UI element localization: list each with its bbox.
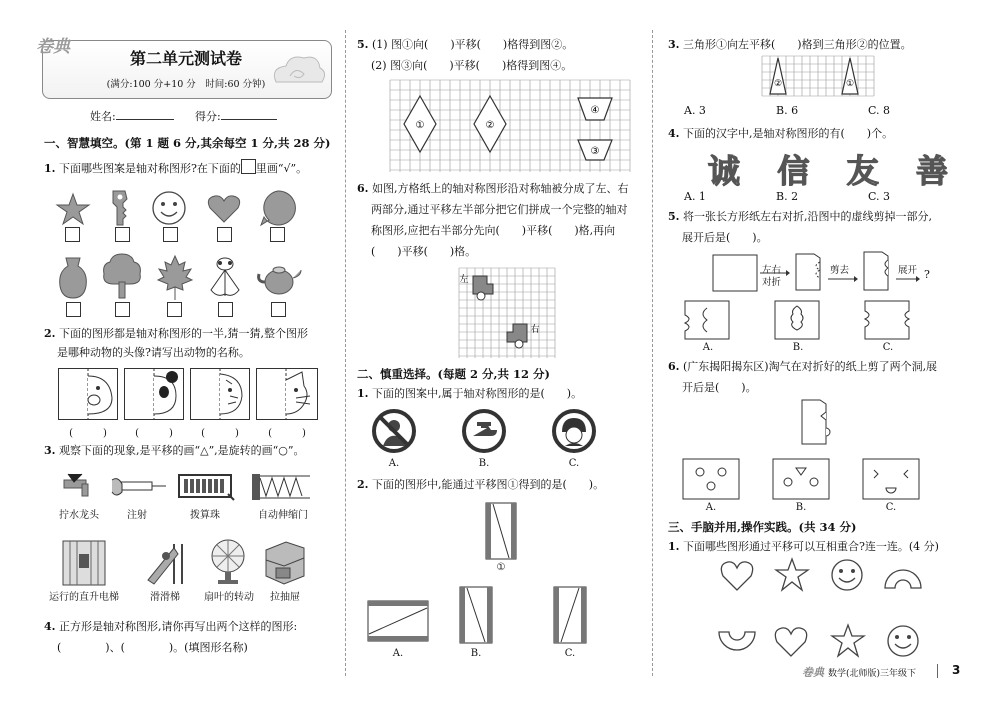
c1-option-b[interactable]: B.: [478, 458, 490, 469]
score-field[interactable]: [221, 108, 277, 120]
char-cheng: 诚: [708, 152, 741, 190]
answer-checkbox-star[interactable]: [65, 227, 80, 242]
c2-figure-label: ①: [496, 562, 506, 573]
smiley-face-icon: [151, 190, 187, 226]
c6-option-b-shape-icon: [772, 458, 830, 500]
c4-text: 4. 下面的汉字中,是轴对称图形的有( )个。: [668, 127, 894, 140]
folded-paper-holes-icon: [800, 398, 830, 446]
c2-option-b-figure-icon: [459, 586, 493, 644]
c4-option-a[interactable]: A. 1: [684, 190, 706, 203]
q2-blank-3[interactable]: ( ): [201, 428, 239, 439]
cut-label: 剪去: [830, 265, 850, 276]
left-half-label: 左: [459, 275, 469, 285]
q5-line1: 5. (1) 图①向( )平移( )格得到图②。: [357, 38, 574, 51]
star-outline-icon: [774, 558, 810, 592]
c3-option-c[interactable]: C. 8: [868, 104, 891, 117]
c6-option-a-shape-icon: [682, 458, 740, 500]
q5-grid: [390, 80, 630, 172]
arrow-right-icon: [896, 276, 920, 282]
cut-paper-icon: [862, 250, 890, 292]
c4-option-c[interactable]: C. 3: [868, 190, 891, 203]
answer-box-sample: [241, 159, 256, 174]
tree-icon: [101, 252, 143, 300]
p1-text: 1. 下面哪些图形通过平移可以互相重合?连一连。(4 分): [668, 540, 939, 553]
shape-label-3: ③: [590, 146, 600, 157]
drawer-icon: [262, 540, 306, 584]
c5-line1: 5. 将一张长方形纸左右对折,沿图中的虚线剪掉一部分,: [668, 210, 932, 223]
shape-label-4: ④: [590, 105, 600, 116]
c5-option-c[interactable]: C.: [882, 342, 894, 353]
q4-line1: 4. 正方形是轴对称图形,请你再写出两个这样的图形:: [44, 620, 298, 633]
arrow-right-icon: [828, 276, 858, 282]
q6-line2: 两部分,通过平移左半部分把它们拼成一个完整的轴对: [371, 203, 628, 216]
no-smoking-sign-icon: [371, 408, 417, 454]
hand-washing-sign-icon: [461, 408, 507, 454]
footer-brand: 卷典: [802, 666, 824, 679]
fold-label-1: 左右: [762, 265, 782, 276]
c1-option-a[interactable]: A.: [388, 458, 400, 469]
triangle-label-1: ①: [845, 79, 855, 89]
section3-heading: 三、手脑并用,操作实践。(共 34 分): [668, 520, 857, 534]
score-label: 得分:: [195, 108, 277, 124]
c5-option-b-shape-icon: [774, 300, 820, 340]
open-label: 展开: [898, 265, 918, 276]
c1-text: 1. 下面的图案中,属于轴对称图形的是( )。: [357, 387, 583, 400]
maple-leaf-icon: [156, 254, 194, 300]
slide-icon: [144, 540, 188, 586]
footer-text: 数学(北师版)三年级下: [828, 669, 917, 679]
teapot-icon: [257, 260, 303, 298]
smiley-outline-icon: [830, 558, 864, 592]
c6-option-b[interactable]: B.: [795, 502, 807, 513]
q3-label-slide: 滑滑梯: [150, 592, 180, 603]
c1-option-c[interactable]: C.: [568, 458, 580, 469]
c2-option-b[interactable]: B.: [470, 648, 482, 659]
section2-heading: 二、慎重选择。(每题 2 分,共 12 分): [357, 367, 550, 381]
fan-icon: [208, 538, 248, 586]
c2-option-a-figure-icon: [367, 600, 429, 642]
q2-line2: 是哪种动物的头像?请写出动物的名称。: [57, 346, 250, 359]
footer-divider: [937, 664, 938, 678]
column-right: [652, 0, 1000, 706]
c6-option-c[interactable]: C.: [885, 502, 897, 513]
answer-checkbox-key[interactable]: [115, 227, 130, 242]
answer-checkbox-cicada[interactable]: [218, 302, 233, 317]
cat-half-icon: [256, 368, 318, 420]
c5-option-a-shape-icon: [684, 300, 730, 340]
c3-text: 3. 三角形①向左平移( )格到三角形②的位置。: [668, 38, 912, 51]
page-subtitle: (满分:100 分+10 分 时间:60 分钟): [106, 79, 266, 90]
c3-grid: [762, 56, 874, 96]
q2-blank-1[interactable]: ( ): [69, 428, 107, 439]
brand-logo: 卷典: [36, 37, 70, 57]
triangle-label-2: ②: [773, 79, 783, 89]
q3-label-abacus: 拨算珠: [190, 510, 220, 521]
answer-checkbox-smiley[interactable]: [163, 227, 178, 242]
q2-line1: 2. 下面的图形都是轴对称图形的一半,猜一猜,整个图形: [44, 327, 308, 340]
c4-option-b[interactable]: B. 2: [776, 190, 799, 203]
shape-label-1: ①: [415, 120, 425, 131]
q6-line1: 6. 如图,方格纸上的轴对称图形沿对称轴被分成了左、右: [357, 182, 629, 195]
c4-chars: [708, 146, 948, 190]
page-title: 第二单元测试卷: [129, 49, 242, 68]
speech-bubble-icon: [259, 189, 297, 227]
answer-checkbox-vase[interactable]: [66, 302, 81, 317]
arch-down-outline-icon: [718, 630, 756, 654]
c2-option-c-figure-icon: [553, 586, 587, 644]
c6-line1: 6. (广东揭阳揭东区)淘气在对折好的纸上剪了两个洞,展: [668, 360, 938, 373]
car-right-half: [507, 324, 527, 342]
q6-grid: [459, 268, 555, 358]
c2-option-c[interactable]: C.: [564, 648, 576, 659]
q3-label-fan: 扇叶的转动: [204, 592, 254, 603]
c5-line2: 展开后是( )。: [682, 231, 768, 244]
answer-checkbox-leaf[interactable]: [167, 302, 182, 317]
abacus-icon: [178, 474, 236, 502]
q2-blank-4[interactable]: ( ): [268, 428, 306, 439]
arrow-right-icon: [760, 270, 790, 276]
syringe-icon: [112, 476, 166, 498]
page-number: 3: [952, 663, 961, 677]
q2-blank-2[interactable]: ( ): [135, 428, 173, 439]
q6-line4: ( )平移( )格。: [371, 245, 477, 258]
char-xin: 信: [777, 152, 810, 190]
paper-rectangle-icon: [712, 254, 758, 292]
key-icon: [107, 189, 133, 229]
name-label: 姓名:: [90, 108, 174, 124]
c2-option-a[interactable]: A.: [392, 648, 404, 659]
c5-option-a[interactable]: A.: [702, 342, 714, 353]
tiger-half-icon: [190, 368, 250, 420]
c2-text: 2. 下面的图形中,能通过平移图①得到的是( )。: [357, 478, 605, 491]
c5-option-c-shape-icon: [864, 300, 910, 340]
q3-label-gate: 自动伸缩门: [258, 510, 308, 521]
elevator-icon: [62, 540, 106, 586]
cicada-icon: [207, 254, 243, 300]
panda-half-icon: [124, 368, 184, 420]
q3-text: 3. 观察下面的现象,是平移的画“△”,是旋转的画“○”。: [44, 444, 305, 457]
folded-paper-icon: [794, 252, 822, 292]
smiley-outline-2-icon: [886, 624, 920, 658]
star-icon: [55, 193, 91, 227]
arch-outline-icon: [884, 566, 922, 590]
c3-option-a[interactable]: A. 3: [684, 104, 706, 117]
q3-label-drawer: 拉抽屉: [270, 592, 300, 603]
heart-icon: [207, 194, 241, 224]
car-left-half: [473, 276, 493, 294]
char-shan: 善: [915, 152, 948, 190]
pig-half-icon: [58, 368, 118, 420]
char-you: 友: [846, 152, 879, 190]
c5-option-b[interactable]: B.: [792, 342, 804, 353]
shape-label-2: ②: [485, 120, 495, 131]
q1-text: 1. 下面哪些图案是轴对称图形?在下面的 里画“√”。: [44, 159, 307, 176]
column-middle: [345, 0, 652, 706]
c3-option-b[interactable]: B. 6: [776, 104, 799, 117]
c6-line2: 开后是( )。: [682, 381, 757, 394]
name-field[interactable]: [116, 108, 174, 120]
fold-label-2: 对折: [762, 277, 782, 288]
c2-figure-1-icon: [485, 502, 517, 560]
q4-line2: ( )、( )。(填图形名称): [57, 641, 248, 654]
q3-label-syringe: 注射: [127, 510, 147, 521]
q5-line2: (2) 图③向( )平移( )格得到图④。: [371, 59, 573, 72]
heart-outline-icon: [720, 560, 754, 592]
right-half-label: 右: [530, 325, 540, 335]
heart-outline-2-icon: [774, 626, 808, 658]
column-left: [0, 0, 345, 706]
faucet-icon: [60, 470, 96, 500]
star-outline-2-icon: [830, 624, 866, 658]
answer-checkbox-tree[interactable]: [115, 302, 130, 317]
answer-checkbox-heart[interactable]: [217, 227, 232, 242]
question-mark: ?: [924, 268, 930, 281]
answer-checkbox-bubble[interactable]: [270, 227, 285, 242]
answer-checkbox-teapot[interactable]: [271, 302, 286, 317]
section1-heading: 一、智慧填空。(第 1 题 6 分,其余每空 1 分,共 28 分): [44, 136, 331, 150]
vase-icon: [56, 256, 90, 300]
q6-line3: 称图形,应把右半部分先向( )平移( )格,再向: [371, 224, 616, 237]
car-wheel: [477, 292, 485, 300]
retractable-gate-icon: [252, 472, 314, 502]
c6-option-a[interactable]: A.: [705, 502, 717, 513]
c6-option-c-shape-icon: [862, 458, 920, 500]
q3-label-elevator: 运行的直升电梯: [49, 592, 119, 603]
helmet-sign-icon: [551, 408, 597, 454]
car-wheel: [515, 340, 523, 348]
q3-label-faucet: 拧水龙头: [59, 510, 99, 521]
